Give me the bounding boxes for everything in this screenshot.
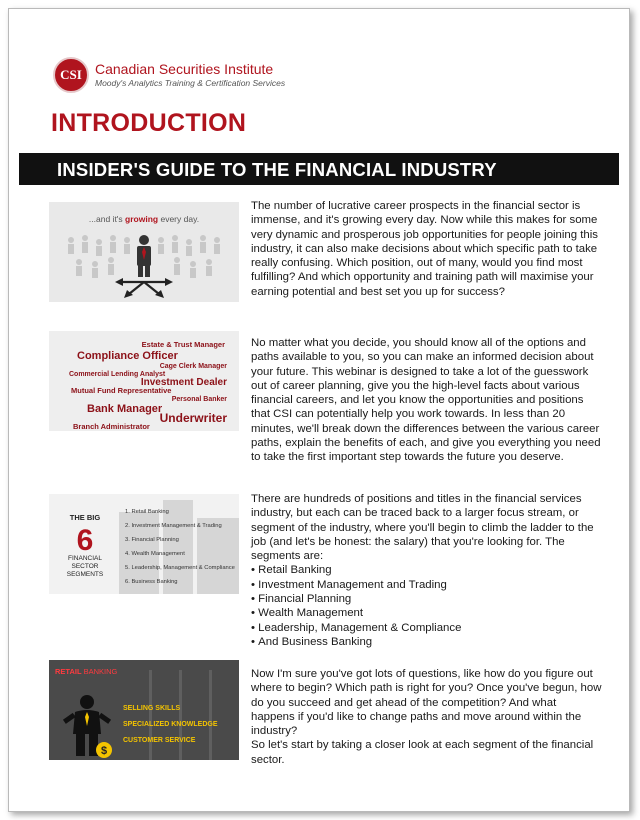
growing-illustration <box>49 202 239 302</box>
segment-item: 4. Wealth Management <box>125 551 185 557</box>
career-title: Estate & Trust Manager <box>141 340 225 349</box>
segments-intro: There are hundreds of positions and titles in the financial services industry, but each can be traced back to a larger focus stream, or segment of the industry, where you'll begin to climb the ladder to the job (and let's be honest: the salary) that you're looking for. The segments are: <box>251 493 594 563</box>
growing-thumbnail <box>49 202 239 302</box>
career-title: Personal Banker <box>171 396 227 403</box>
retail-banking-illustration <box>49 660 239 760</box>
paragraph-3 <box>251 492 603 649</box>
segment-item: 2. Investment Management & Trading <box>125 523 222 529</box>
retail-heading-rest: BANKING <box>81 667 118 676</box>
career-title: Underwriter <box>159 411 227 425</box>
retail-skill: SPECIALIZED KNOWLEDGE <box>123 721 218 728</box>
retail-skill: SELLING SKILLS <box>123 705 181 712</box>
document-page <box>8 8 630 812</box>
big-six-number: 6 <box>76 524 94 557</box>
segment-item: 1. Retail Banking <box>125 509 169 515</box>
career-title: Cage Clerk Manager <box>159 363 227 370</box>
segments-thumbnail <box>49 494 239 594</box>
segments-list-item: • Leadership, Management & Compliance <box>251 621 603 635</box>
guide-title: INSIDER'S GUIDE TO THE FINANCIAL INDUSTRY <box>57 159 497 180</box>
paragraph-1: The number of lucrative career prospects in the financial sector is immense, and it's growing every day. Now while this makes for some very dynamic and prosperous job opportunities for people joining this industry, it can also make decisions about which specific path to take really confusing. Which position, out of many, would you find most fulfilling? And which opportunity and training path will maximise your earning potential and best set you up for success? <box>251 200 598 298</box>
csi-seal-icon <box>53 57 89 93</box>
closing-text: So let's start by taking a closer look at each segment of the financial sector. <box>251 739 594 766</box>
retail-skill: CUSTOMER SERVICE <box>123 737 196 744</box>
careers-thumbnail <box>49 331 239 431</box>
career-title: Compliance Officer <box>77 350 178 362</box>
retail-banking-thumbnail <box>49 660 239 760</box>
retail-heading-bold: RETAIL <box>55 667 82 676</box>
career-titles-cloud <box>49 331 239 431</box>
segments-list <box>251 563 603 649</box>
segments-caption-3: SEGMENTS <box>66 571 104 578</box>
paragraph-4 <box>251 667 603 767</box>
org-subtitle: Moody's Analytics Training & Certification Services <box>95 77 286 88</box>
career-title: Commercial Lending Analyst <box>69 371 166 378</box>
org-name: Canadian Securities Institute <box>95 61 274 78</box>
guide-title-bar <box>19 153 619 185</box>
career-title: Branch Administrator <box>73 422 150 431</box>
career-title: Mutual Fund Representative <box>71 386 172 395</box>
growing-prefix: ...and it's <box>88 214 126 224</box>
paragraph-2: No matter what you decide, you should know all of the options and paths available to you, so you can make an informed decision about your future. This webinar is designed to take a lot of the guesswork out of career planning, give you the high-level facts about various financial careers, and let you know the opportunities and positions that CSI can potentially help you work towards. In less than 20 minutes, we'll break down the differences between the various career paths, explain the benefits of each, and give you everything you need to take the first important step towards the future you deserve. <box>251 337 601 464</box>
segments-list-item: • Retail Banking <box>251 563 603 577</box>
segment-item: 3. Financial Planning <box>125 537 179 543</box>
svg-text:RETAIL BANKING <box>55 667 118 676</box>
segments-list-item: • Wealth Management <box>251 606 603 620</box>
questions-text: Now I'm sure you've got lots of questions, like how do you figure out where to begin? Which path is right for you? Once you've begun, how do you succeed and get ahead of the competition? And what happens if you'd like to change paths and move around within the industry? <box>251 668 602 738</box>
segment-item: 5. Leadership, Management & Compliance <box>125 565 235 571</box>
csi-logo <box>53 57 285 93</box>
logo-abbrev: CSI <box>60 67 82 82</box>
growing-suffix: every day. <box>158 214 200 224</box>
big-six-segments <box>49 494 239 594</box>
section-title: INTRODUCTION <box>51 109 247 137</box>
dollar-coin-icon: $ <box>100 745 108 757</box>
svg-text:...and it's growing every day. <box>89 214 199 224</box>
segments-list-item: • Investment Management and Trading <box>251 578 603 592</box>
segments-caption-1: FINANCIAL <box>68 555 102 562</box>
career-title: Investment Dealer <box>140 377 227 388</box>
career-title: Bank Manager <box>87 403 163 415</box>
segments-list-item: • Financial Planning <box>251 592 603 606</box>
the-big-label: THE BIG <box>69 513 101 522</box>
segment-item: 6. Business Banking <box>125 579 178 585</box>
segments-list-item: • And Business Banking <box>251 635 603 649</box>
segments-caption-2: SECTOR <box>71 563 99 570</box>
growing-emphasis: growing <box>125 214 159 224</box>
